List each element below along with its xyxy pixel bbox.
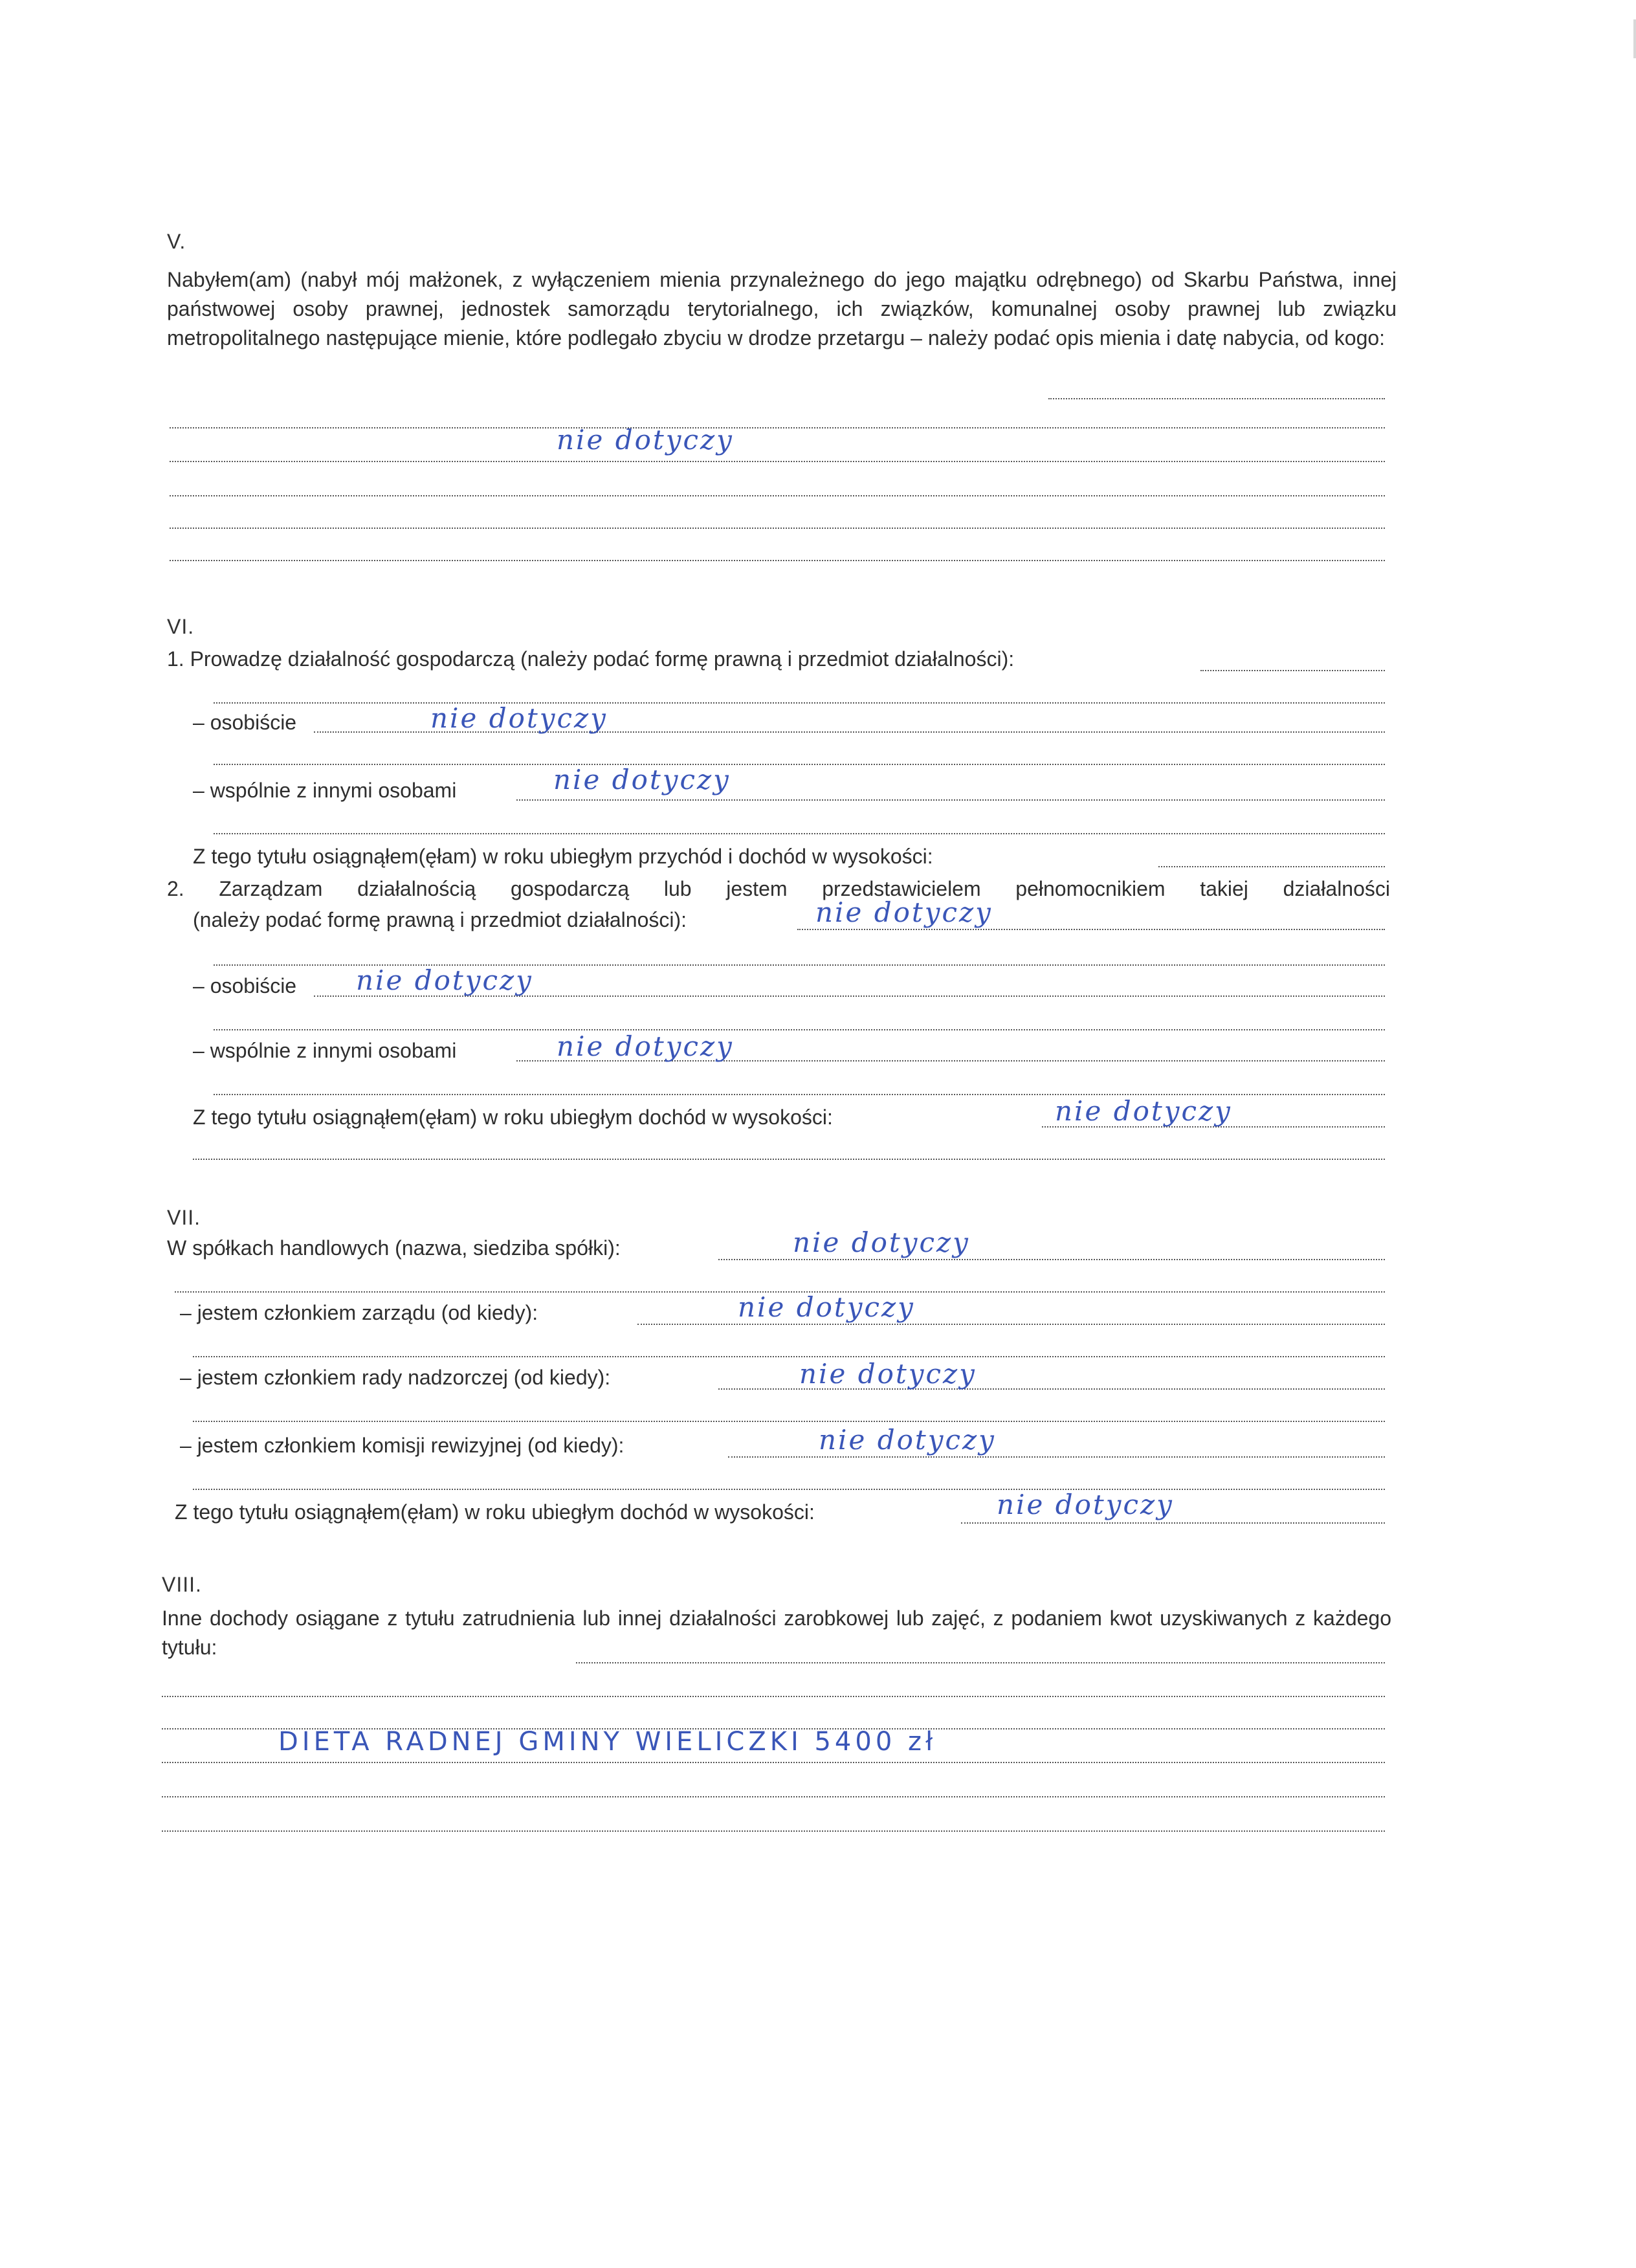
- section-vi-heading: VI.: [167, 615, 195, 638]
- answer-line: [718, 1259, 1385, 1260]
- audit-label: – jestem członkiem komisji rewizyjnej (od kiedy):: [180, 1434, 625, 1457]
- q2-personal-answer: nie dotyczy: [356, 964, 533, 996]
- answer-line: [516, 799, 1385, 801]
- q1-personal-label: – osobiście: [193, 711, 297, 734]
- q1-income-label: Z tego tytułu osiągnąłem(ęłam) w roku ubiegłym przychód i dochód w wysokości:: [193, 845, 933, 868]
- section-vi-q2-cont: (należy podać formę prawną i przedmiot działalności):: [193, 908, 687, 931]
- q2-answer: nie dotyczy: [815, 896, 993, 928]
- answer-line: [170, 427, 1385, 428]
- section-vi-q2: 2. Zarządzam działalnością gospodarczą lub jestem przedstawicielem pełnomocnikiem takiej działalności: [167, 877, 1390, 900]
- q2-joint-label: – wspólnie z innymi osobami: [193, 1039, 457, 1062]
- supervisory-label: – jestem członkiem rady nadzorczej (od kiedy):: [180, 1366, 611, 1389]
- scan-edge-mark: [1633, 19, 1636, 58]
- answer-line: [1200, 670, 1385, 671]
- answer-line: [162, 1796, 1385, 1797]
- answer-line: [162, 1762, 1385, 1763]
- section-vi-q1: 1. Prowadzę działalność gospodarczą (należy podać formę prawną i przedmiot działalności):: [167, 647, 1015, 671]
- section-v-text: Nabyłem(am) (nabył mój małżonek, z wyłączeniem mienia przynależnego do jego majątku odrębnego) od Skarbu Państwa, innej państwowej osoby prawnej, jednostek samorządu terytorialnego, ich związków, komunalnej osoby prawnej lub związku metropolitalnego następujące mienie, które podlegało zbyciu w drodze przetargu – należy podać opis mienia i datę nabycia, od kogo:: [167, 268, 1397, 350]
- companies-answer: nie dotyczy: [793, 1227, 970, 1258]
- answer-line: [170, 560, 1385, 561]
- section-v-heading: V.: [167, 230, 186, 253]
- answer-line: [193, 1159, 1385, 1160]
- answer-line: [214, 1029, 1385, 1030]
- q1-joint-answer: nie dotyczy: [553, 764, 731, 795]
- answer-line: [797, 929, 1385, 930]
- section-v-answer: nie dotyczy: [557, 424, 734, 456]
- board-answer: nie dotyczy: [738, 1291, 915, 1323]
- q1-joint-label: – wspólnie z innymi osobami: [193, 779, 457, 802]
- section-vii-heading: VII.: [167, 1206, 201, 1229]
- q2-income-answer: nie dotyczy: [1055, 1095, 1232, 1127]
- board-label: – jestem członkiem zarządu (od kiedy):: [180, 1301, 538, 1324]
- answer-line: [576, 1662, 1385, 1663]
- answer-line: [170, 528, 1385, 529]
- answer-line: [193, 1356, 1385, 1357]
- answer-line: [214, 702, 1385, 704]
- q1-personal-answer: nie dotyczy: [430, 702, 608, 734]
- answer-line: [961, 1522, 1385, 1524]
- answer-line: [1048, 398, 1385, 399]
- answer-line: [193, 1489, 1385, 1490]
- answer-line: [1158, 866, 1385, 867]
- q2-joint-answer: nie dotyczy: [557, 1030, 734, 1062]
- section-viii-text: Inne dochody osiągane z tytułu zatrudnienia lub innej działalności zarobkowej lub zajęć, z podaniem kwot uzyskiwanych z każdego tytułu:: [162, 1606, 1391, 1659]
- answer-line: [214, 764, 1385, 765]
- answer-line: [170, 461, 1385, 462]
- answer-line: [637, 1324, 1385, 1325]
- section-viii-answer: DIETA RADNEJ GMINY WIELICZKI 5400 zł: [278, 1727, 937, 1757]
- companies-label: W spółkach handlowych (nazwa, siedziba spółki):: [167, 1236, 621, 1260]
- supervisory-answer: nie dotyczy: [799, 1358, 977, 1390]
- answer-line: [193, 1421, 1385, 1422]
- answer-line: [170, 495, 1385, 496]
- section-vii-income-answer: nie dotyczy: [997, 1489, 1174, 1520]
- section-vii-income-label: Z tego tytułu osiągnąłem(ęłam) w roku ubiegłym dochód w wysokości:: [175, 1500, 815, 1524]
- answer-line: [162, 1830, 1385, 1832]
- answer-line: [162, 1696, 1385, 1697]
- section-viii-heading: VIII.: [162, 1573, 202, 1596]
- audit-answer: nie dotyczy: [819, 1424, 996, 1456]
- answer-line: [214, 833, 1385, 834]
- q2-income-label: Z tego tytułu osiągnąłem(ęłam) w roku ubiegłym dochód w wysokości:: [193, 1106, 833, 1129]
- q2-personal-label: – osobiście: [193, 974, 297, 997]
- answer-line: [728, 1456, 1385, 1458]
